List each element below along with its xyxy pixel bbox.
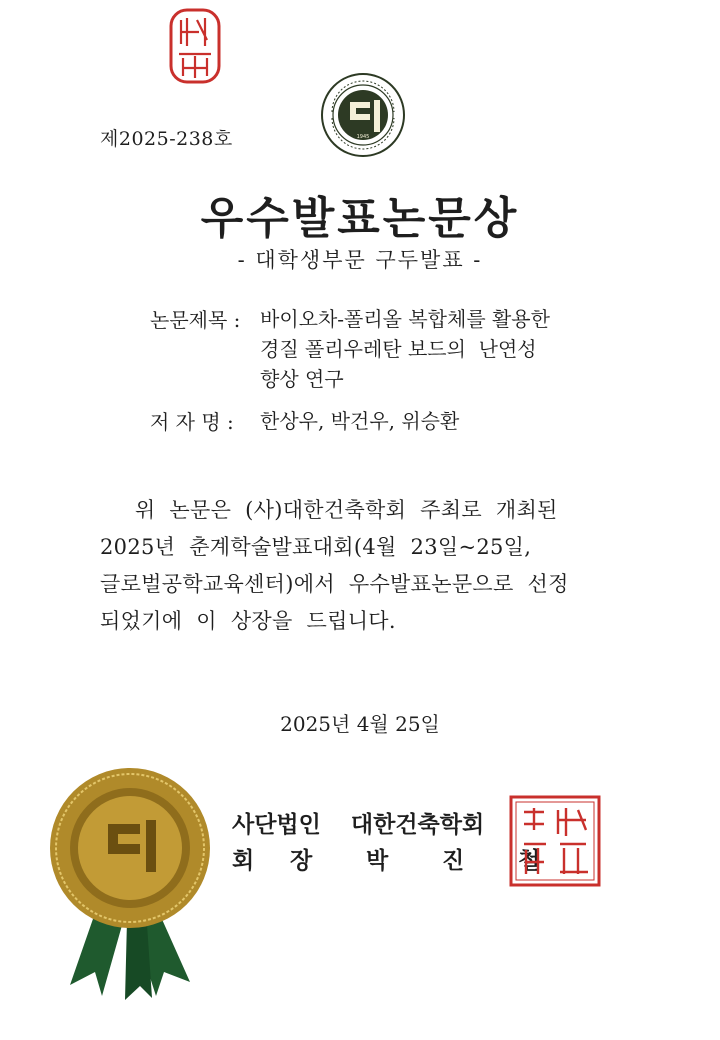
certificate-number: 제2025-238호 xyxy=(100,128,233,150)
paper-title-value xyxy=(260,304,620,394)
top-red-seal-icon xyxy=(167,6,223,86)
citation-line: 위 논문은 (사)대한건축학회 주최로 개최된 xyxy=(100,498,558,522)
paper-title-line: 경질 폴리우레탄 보드의 난연성 xyxy=(260,337,537,361)
paper-title-label: 논문제목 : xyxy=(150,308,241,332)
authors-value: 한상우, 박건우, 위승환 xyxy=(260,409,460,433)
issue-date: 2025년 4월 25일 xyxy=(280,712,440,736)
issuer-name-char: 장 xyxy=(290,847,313,874)
paper-title-line: 바이오차-폴리올 복합체를 활용한 xyxy=(260,307,550,331)
citation-text xyxy=(100,492,620,640)
institute-logo-icon xyxy=(320,72,406,158)
issuer-org-word: 사단법인 xyxy=(232,811,321,838)
official-red-seal-icon xyxy=(508,794,602,888)
issuer-name-char: 회 xyxy=(232,847,255,874)
issuer-org-word: 대한건축학회 xyxy=(350,811,485,838)
issuer-organization xyxy=(232,806,506,839)
issuer-name-char: 철 xyxy=(518,847,541,874)
authors-label: 저 자 명 : xyxy=(150,410,234,434)
issuer-name-char: 박 xyxy=(366,847,389,874)
citation-line: 되었기에 이 상장을 드립니다. xyxy=(100,609,396,633)
award-subtitle: - 대학생부문 구두발표 - xyxy=(237,248,483,272)
citation-line: 2025년 춘계학술발표대회(4월 23일~25일, xyxy=(100,535,532,559)
svg-text:1945: 1945 xyxy=(356,134,370,140)
citation-line: 글로벌공학교육센터)에서 우수발표논문으로 선정 xyxy=(100,572,569,596)
award-title: 우수발표논문상 xyxy=(200,193,520,244)
gold-seal-icon xyxy=(40,760,220,1000)
issuer-name-char: 진 xyxy=(442,847,465,874)
paper-title-line: 향상 연구 xyxy=(260,367,344,391)
